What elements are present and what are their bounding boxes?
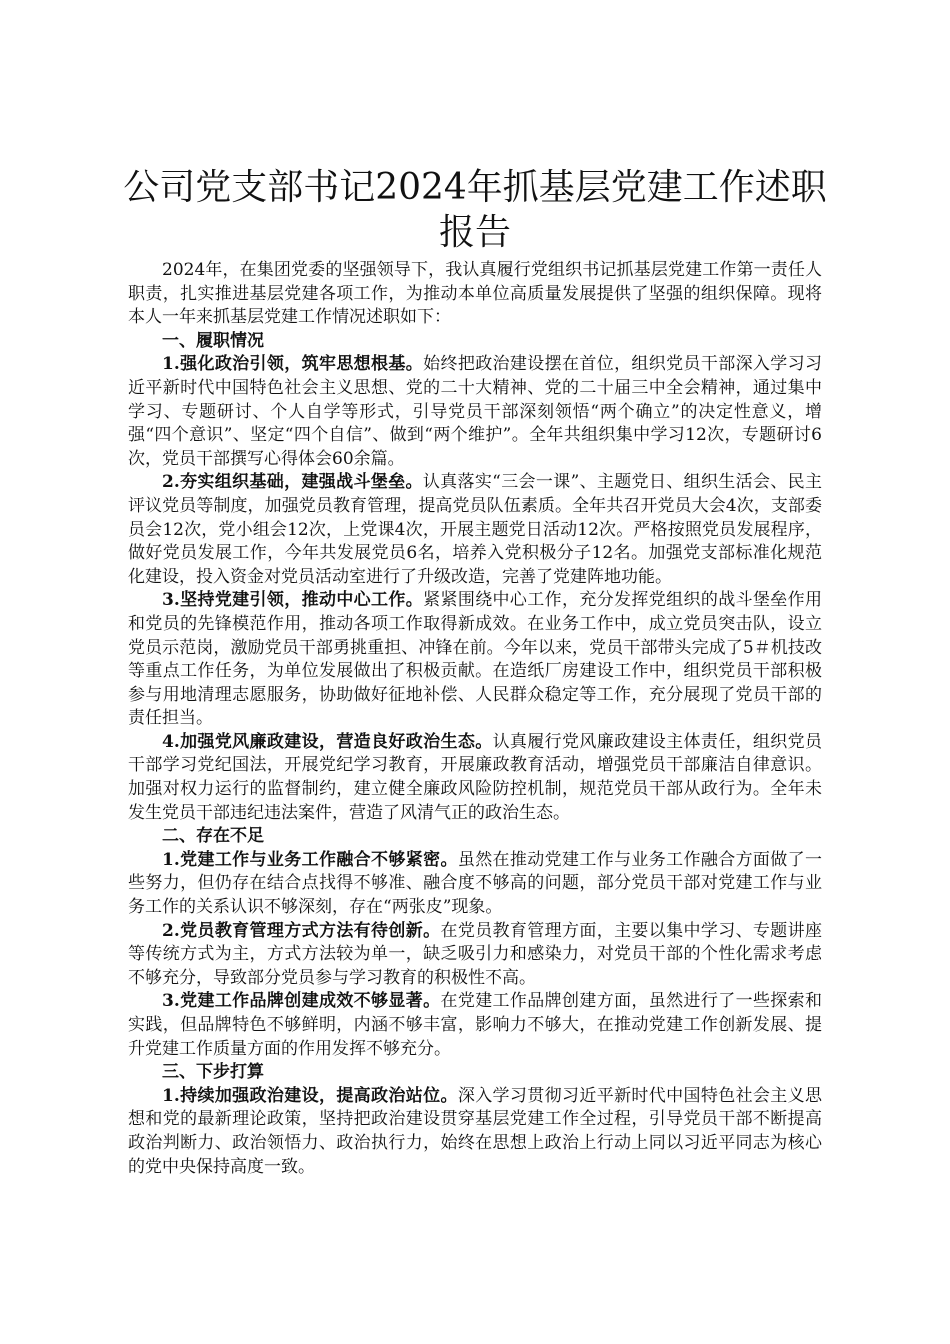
document-title: 公司党支部书记2024年抓基层党建工作述职报告 [123, 167, 827, 253]
section-item [128, 353, 822, 471]
item-lead: 3.坚持党建引领，推动中心工作。 [162, 590, 424, 611]
document-page [123, 165, 827, 1179]
item-lead: 2.夯实组织基础，建强战斗堡垒。 [162, 472, 423, 493]
section-heading: 二、存在不足 [162, 826, 264, 847]
item-text: 紧紧围绕中心工作，充分发挥党组织的战斗堡垒作用和党员的先锋模范作用，推动各项工作取得新成效。在业务工作中，成立党员突击队，设立党员示范岗，激励党员干部勇挑重担、冲锋在前。今年以来，党员干部带头完成了5＃机技改等重点工作任务，为单位发展做出了积极贡献。在造纸厂房建设工作中，组织党员干部积极参与用地清理志愿服务，协助做好征地补偿、人民群众稳定等工作，充分展现了党员干部的责任担当。 [128, 590, 823, 729]
item-lead: 4.加强党风廉政建设，营造良好政治生态。 [162, 731, 493, 752]
item-text: 认真落实“三会一课”、主题党日、组织生活会、民主评议党员等制度，加强党员教育管理，提高党员队伍素质。全年共召开党员大会4次，支部委员会12次，党小组会12次，上党课4次，开展主题党日活动12次。严格按照党员发展程序，做好党员发展工作，今年共发展党员6名，培养入党积极分子12名。加强党支部标准化规范化建设，投入资金对党员活动室进行了升级改造，完善了党建阵地功能。 [128, 472, 822, 587]
item-lead: 1.强化政治引领，筑牢思想根基。 [162, 354, 424, 375]
section-item [128, 471, 822, 589]
intro-paragraph: 2024年，在集团党委的坚强领导下，我认真履行党组织书记抓基层党建工作第一责任人职责，扎实推进基层党建各项工作，为推动本单位高质量发展提供了坚强的组织保障。现将本人一年来抓基层党建工作情况述职如下： [128, 260, 822, 328]
section-item [128, 731, 822, 825]
section-item [128, 849, 822, 920]
section-heading: 一、履职情况 [162, 330, 264, 351]
item-text: 深入学习贯彻习近平新时代中国特色社会主义思想和党的最新理论政策，坚持把政治建设贯穿基层党建工作全过程，引导党员干部不断提高政治判断力、政治领悟力、政治执行力，始终在思想上政治上行动上同以习近平同志为核心的党中央保持高度一致。 [128, 1085, 823, 1177]
item-lead: 2.党员教育管理方式方法有待创新。 [162, 920, 441, 941]
section-item [128, 920, 822, 991]
section-item [128, 1085, 822, 1179]
item-text: 虽然在推动党建工作与业务工作融合方面做了一些努力，但仍存在结合点找得不够准、融合度不够高的问题，部分党员干部对党建工作与业务工作的关系认识不够深刻，存在“两张皮”现象。 [128, 849, 823, 918]
item-text: 在党员教育管理方面，主要以集中学习、专题讲座等传统方式为主，方式方法较为单一，缺乏吸引力和感染力，对党员干部的个性化需求考虑不够充分，导致部分党员参与学习教育的积极性不高。 [128, 920, 823, 988]
item-text: 始终把政治建设摆在首位，组织党员干部深入学习习近平新时代中国特色社会主义思想、党的二十大精神、党的二十届三中全会精神，通过集中学习、专题研讨、个人自学等形式，引导党员干部深刻领悟“两个确立”的决定性意义，增强“四个意识”、坚定“四个自信”、做到“两个维护”。全年共组织集中学习12次，专题研讨6次，党员干部撰写心得体会60余篇。 [128, 354, 823, 469]
item-lead: 3.党建工作品牌创建成效不够显著。 [162, 991, 441, 1012]
item-lead: 1.党建工作与业务工作融合不够紧密。 [162, 849, 458, 870]
item-text: 认真履行党风廉政建设主体责任，组织党员干部学习党纪国法，开展党纪学习教育，开展廉政教育活动，增强党员干部廉洁自律意识。加强对权力运行的监督制约，建立健全廉政风险防控机制，规范党员干部从政行为。全年未发生党员干部违纪违法案件，营造了风清气正的政治生态。 [128, 731, 823, 823]
section-item [128, 589, 822, 731]
section-heading: 三、下步打算 [162, 1062, 264, 1083]
section-item [128, 990, 822, 1061]
item-text: 在党建工作品牌创建方面，虽然进行了一些探索和实践，但品牌特色不够鲜明，内涵不够丰富，影响力不够大，在推动党建工作创新发展、提升党建工作质量方面的作用发挥不够充分。 [128, 991, 823, 1059]
item-lead: 1.持续加强政治建设，提高政治站位。 [162, 1085, 458, 1106]
